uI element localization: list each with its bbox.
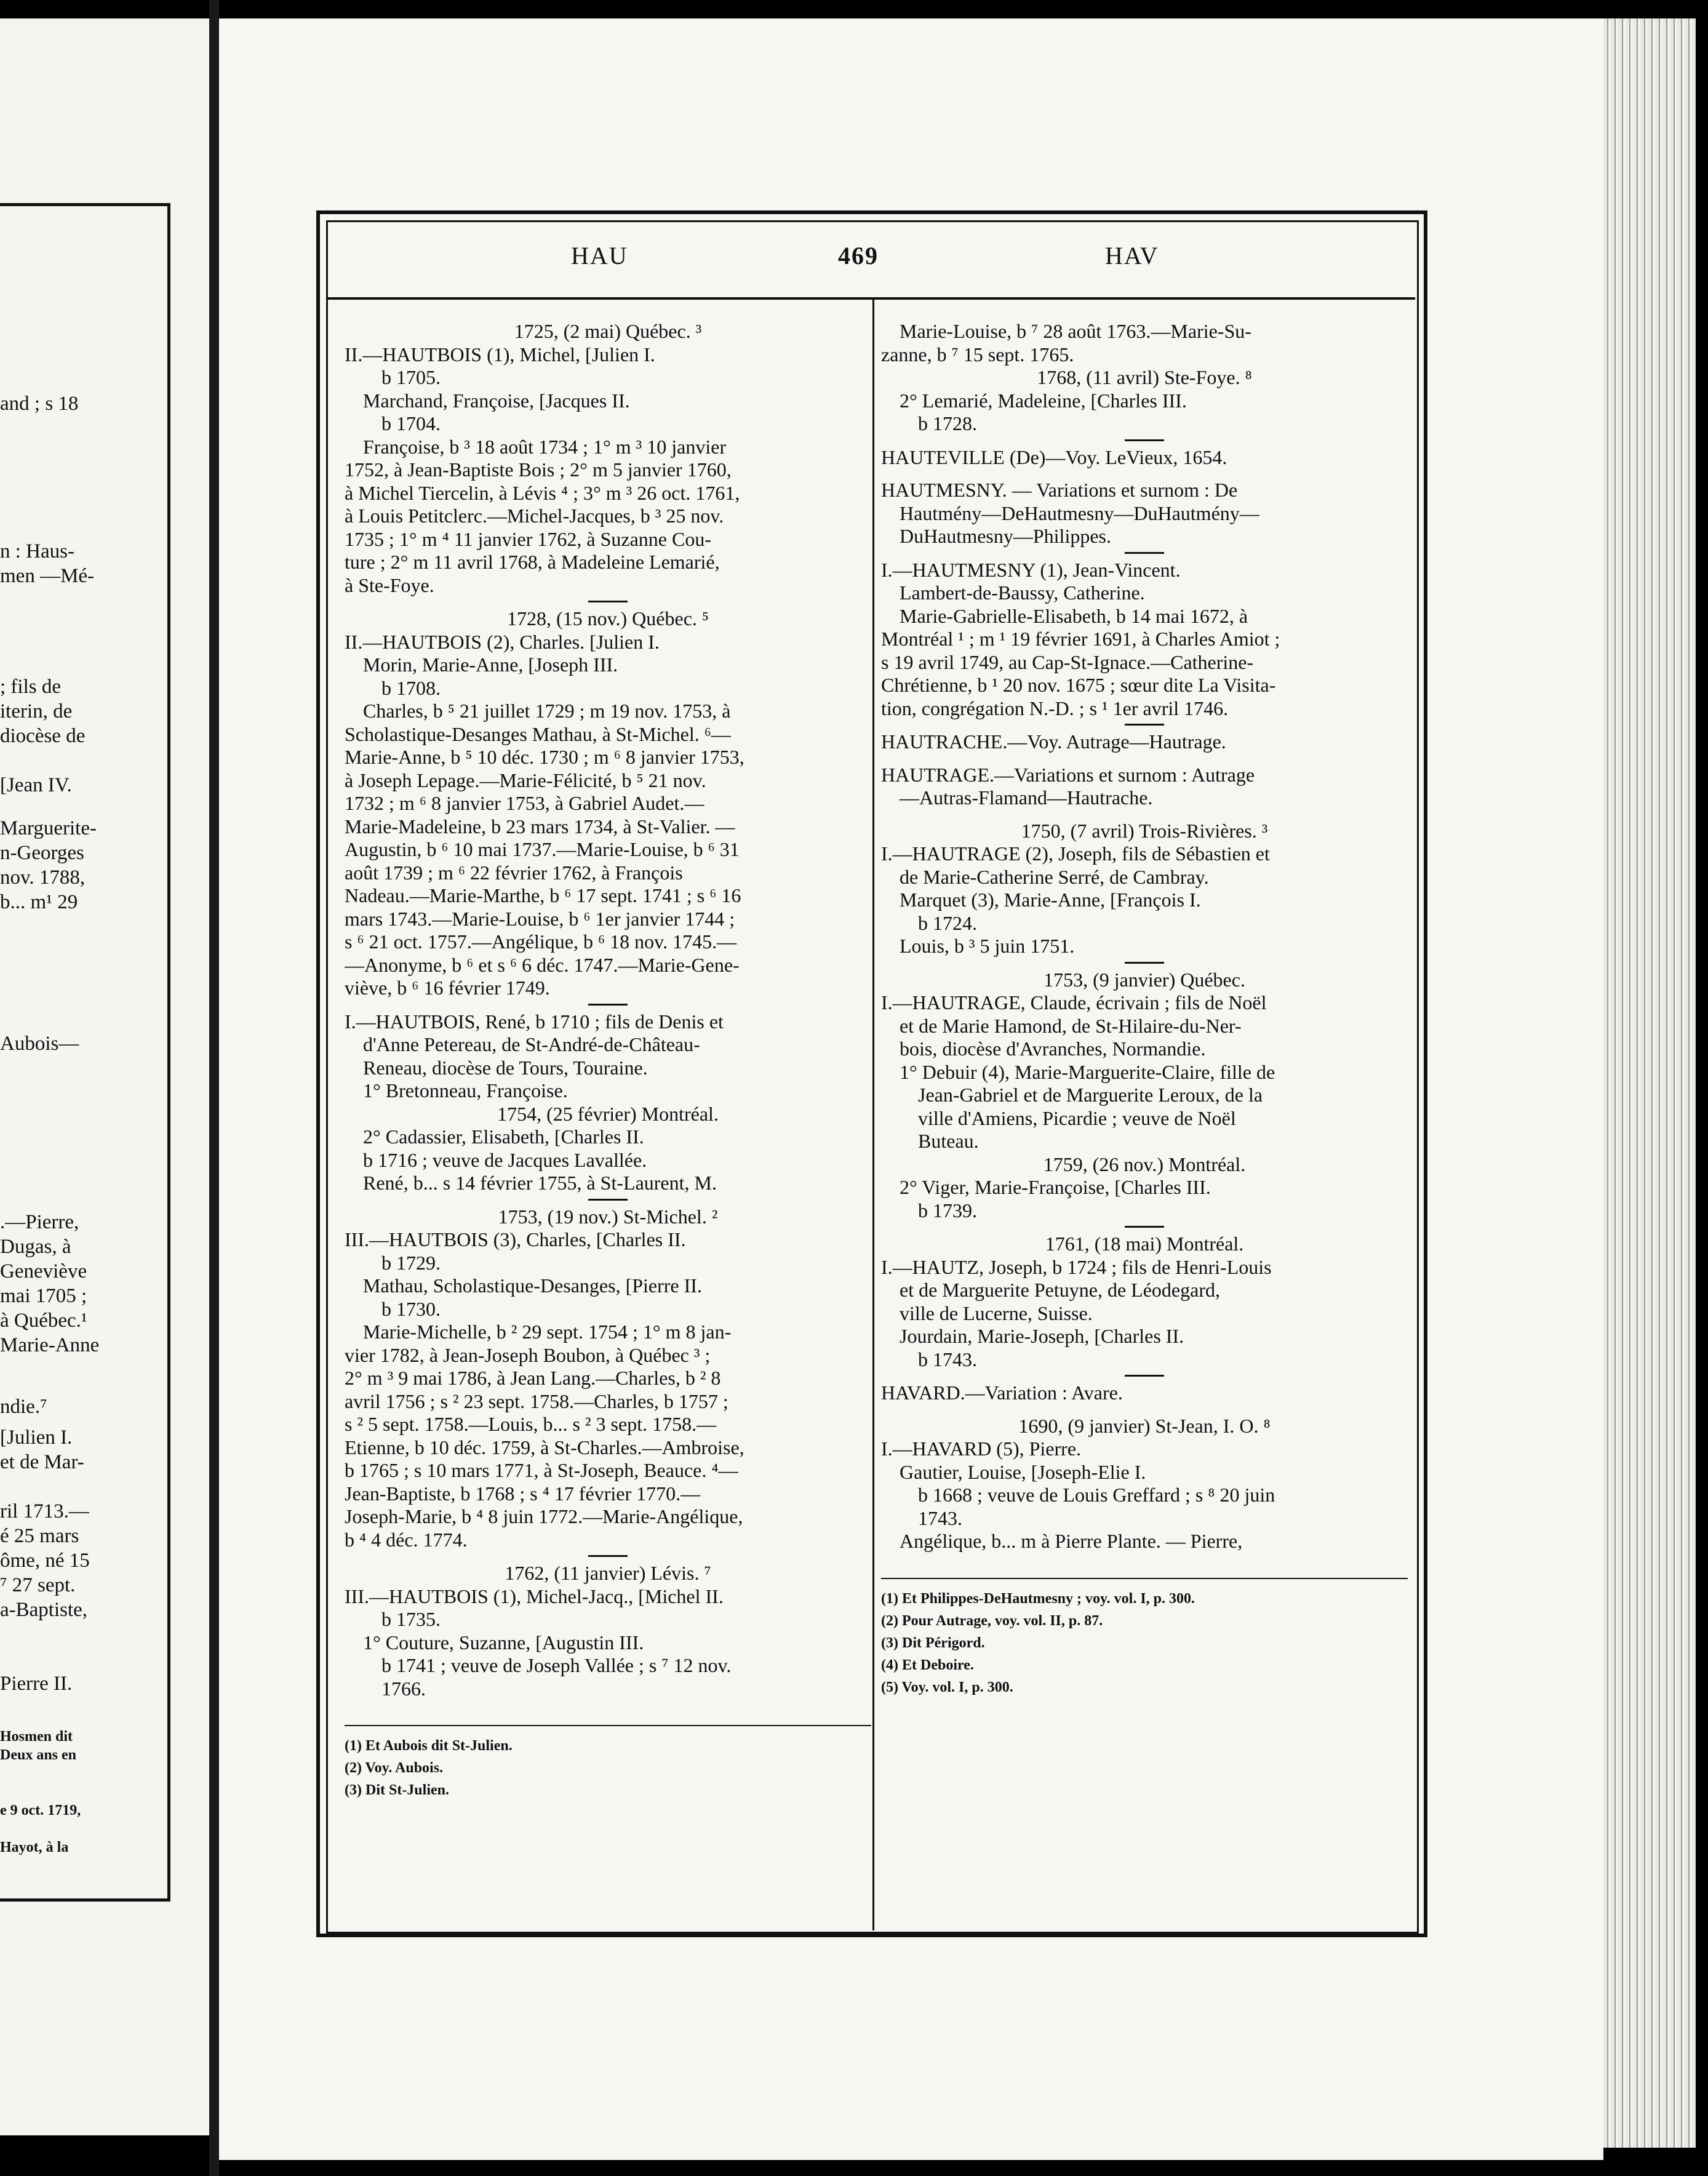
entry-line: à Louis Petitclerc.—Michel-Jacques, b ³ 25 nov. bbox=[345, 505, 724, 527]
adjacent-page-line: et de Mar- bbox=[0, 1451, 84, 1473]
entry-line: Scholastique-Desanges Mathau, à St-Michel. ⁶— bbox=[345, 722, 731, 745]
adjacent-page-line: iterin, de bbox=[0, 700, 73, 722]
adjacent-page-line: [Jean IV. bbox=[0, 774, 72, 796]
entry-separator bbox=[588, 1199, 628, 1201]
entry-line: III.—HAUTBOIS (1), Michel-Jacq., [Michel II. bbox=[345, 1585, 724, 1607]
entry-line: Chrétienne, b ¹ 20 nov. 1675 ; sœur dite La Visita- bbox=[881, 674, 1276, 696]
entry-line: Mathau, Scholastique-Desanges, [Pierre II. bbox=[363, 1274, 702, 1297]
entry-line: Nadeau.—Marie-Marthe, b ⁶ 17 sept. 1741 ; s ⁶ 16 bbox=[345, 884, 741, 906]
entry-separator bbox=[1125, 439, 1164, 441]
entry-line: 1° Bretonneau, Françoise. bbox=[363, 1079, 568, 1102]
adjacent-page-line: Geneviève bbox=[0, 1260, 87, 1282]
entry-line: bois, diocèse d'Avranches, Normandie. bbox=[900, 1038, 1206, 1060]
right-footnotes bbox=[881, 1588, 1408, 1698]
entry-line: Gautier, Louise, [Joseph-Elie I. bbox=[900, 1460, 1146, 1483]
adjacent-page-line: ril 1713.— bbox=[0, 1500, 89, 1522]
adjacent-page-line: Hayot, à la bbox=[0, 1839, 69, 1855]
entry-line: b 1668 ; veuve de Louis Greffard ; s ⁸ 20 juin bbox=[918, 1484, 1275, 1506]
footnote-rule bbox=[881, 1578, 1408, 1579]
entry-line: Marchand, Françoise, [Jacques II. bbox=[363, 389, 630, 412]
entry-line: —Autras-Flamand—Hautrache. bbox=[900, 786, 1153, 809]
entry-line: b 1743. bbox=[918, 1348, 977, 1370]
adjacent-page-line: à Québec.¹ bbox=[0, 1310, 87, 1332]
footnote: (2) Voy. Aubois. bbox=[345, 1760, 444, 1776]
entry-line: —Anonyme, b ⁶ et s ⁶ 6 déc. 1747.—Marie-Gene- bbox=[345, 953, 740, 976]
entry-line: Louis, b ³ 5 juin 1751. bbox=[900, 935, 1075, 957]
adjacent-page-line: Hosmen dit bbox=[0, 1729, 73, 1745]
entry-line: 2° Lemarié, Madeleine, [Charles III. bbox=[900, 389, 1187, 412]
adjacent-page-line: Aubois— bbox=[0, 1033, 79, 1055]
entry-line: s ² 5 sept. 1758.—Louis, b... s ² 3 sept. 1758.— bbox=[345, 1413, 717, 1435]
adjacent-page-line: .—Pierre, bbox=[0, 1211, 79, 1233]
entry-line: II.—HAUTBOIS (1), Michel, [Julien I. bbox=[345, 343, 655, 366]
footnote: (5) Voy. vol. I, p. 300. bbox=[881, 1679, 1013, 1695]
footnote: (1) Et Aubois dit St-Julien. bbox=[345, 1738, 513, 1754]
entry-line: à Michel Tiercelin, à Lévis ⁴ ; 3° m ³ 26 oct. 1761, bbox=[345, 481, 740, 504]
entry-line: et de Marguerite Petuyne, de Léodegard, bbox=[900, 1279, 1220, 1301]
left-footnotes bbox=[345, 1735, 871, 1801]
adjacent-page-line: Marie-Anne bbox=[0, 1334, 100, 1356]
page-edges bbox=[1603, 18, 1696, 2148]
entry-line: Françoise, b ³ 18 août 1734 ; 1° m ³ 10 janvier bbox=[363, 435, 727, 458]
entry-line: 1732 ; m ⁶ 8 janvier 1753, à Gabriel Audet.— bbox=[345, 792, 704, 814]
adjacent-page-line: a-Baptiste, bbox=[0, 1599, 88, 1621]
entry-line: Charles, b ⁵ 21 juillet 1729 ; m 19 nov. 1753, à bbox=[363, 700, 731, 722]
entry-line: HAUTRAGE.—Variations et surnom : Autrage bbox=[881, 763, 1255, 786]
entry-line: b 1728. bbox=[918, 412, 977, 434]
entry-line: b 1708. bbox=[381, 676, 441, 699]
entry-line: René, b... s 14 février 1755, à St-Laurent, M. bbox=[363, 1172, 717, 1194]
entry-line: Augustin, b ⁶ 10 mai 1737.—Marie-Louise, b ⁶ 31 bbox=[345, 838, 740, 860]
adjacent-page-line: and ; s 18 bbox=[0, 393, 79, 415]
entry-line: Marie-Madeleine, b 23 mars 1734, à St-Valier. — bbox=[345, 815, 735, 838]
entry-line: 1° Couture, Suzanne, [Augustin III. bbox=[363, 1631, 644, 1654]
adjacent-page-line: nov. 1788, bbox=[0, 866, 86, 889]
adjacent-page-line: ndie.⁷ bbox=[0, 1396, 47, 1418]
left-column bbox=[345, 320, 871, 1801]
entry-line: Marie-Gabrielle-Elisabeth, b 14 mai 1672, à bbox=[900, 604, 1248, 627]
marriage-heading: 1728, (15 nov.) Québec. ⁵ bbox=[506, 607, 709, 630]
entry-line: b 1741 ; veuve de Joseph Vallée ; s ⁷ 12 nov. bbox=[381, 1654, 732, 1676]
entry-line: mars 1743.—Marie-Louise, b ⁶ 1er janvier 1744 ; bbox=[345, 907, 735, 930]
entry-line: HAVARD.—Variation : Avare. bbox=[881, 1382, 1123, 1404]
entry-line: à Joseph Lepage.—Marie-Félicité, b ⁵ 21 nov. bbox=[345, 769, 706, 791]
adjacent-page-line: Marguerite- bbox=[0, 817, 97, 839]
entry-line: 1766. bbox=[381, 1677, 426, 1700]
entry-line: d'Anne Petereau, de St-André-de-Château- bbox=[363, 1033, 700, 1055]
entry-line: vier 1782, à Jean-Joseph Boubon, à Québec ³ ; bbox=[345, 1343, 711, 1366]
entry-line: 1735 ; 1° m ⁴ 11 janvier 1762, à Suzanne Cou- bbox=[345, 527, 711, 550]
marriage-heading: 1725, (2 mai) Québec. ³ bbox=[514, 320, 702, 342]
marriage-heading: 1761, (18 mai) Montréal. bbox=[1045, 1233, 1244, 1255]
entry-line: Joseph-Marie, b ⁴ 8 juin 1772.—Marie-Angélique, bbox=[345, 1505, 743, 1527]
entry-line: 2° Viger, Marie-Françoise, [Charles III. bbox=[900, 1176, 1211, 1198]
entry-line: HAUTEVILLE (De)—Voy. LeVieux, 1654. bbox=[881, 446, 1227, 468]
entry-line: I.—HAUTRAGE, Claude, écrivain ; fils de Noël bbox=[881, 991, 1267, 1014]
marriage-heading: 1753, (9 janvier) Québec. bbox=[1044, 968, 1245, 991]
entry-line: b 1704. bbox=[381, 412, 441, 434]
entry-line: avril 1756 ; s ² 23 sept. 1758.—Charles, b 1757 ; bbox=[345, 1390, 728, 1412]
adjacent-page-line: b... m¹ 29 bbox=[0, 891, 78, 913]
entry-line: b 1716 ; veuve de Jacques Lavallée. bbox=[363, 1148, 647, 1171]
entry-line: viève, b ⁶ 16 février 1749. bbox=[345, 977, 550, 999]
entry-line: août 1739 ; m ⁶ 22 février 1762, à François bbox=[345, 861, 683, 884]
entry-line: I.—HAUTMESNY (1), Jean-Vincent. bbox=[881, 558, 1181, 581]
entry-line: Reneau, diocèse de Tours, Touraine. bbox=[363, 1056, 648, 1079]
entry-separator bbox=[1125, 552, 1164, 554]
entry-line: Jean-Baptiste, b 1768 ; s ⁴ 17 février 1770.— bbox=[345, 1482, 701, 1505]
adjacent-page-line: ; fils de bbox=[0, 676, 61, 698]
header-rule bbox=[328, 297, 1415, 300]
entry-line: HAUTMESNY. — Variations et surnom : De bbox=[881, 479, 1238, 501]
marriage-heading: 1750, (7 avril) Trois-Rivières. ³ bbox=[1021, 819, 1268, 842]
entry-line: et de Marie Hamond, de St-Hilaire-du-Ner- bbox=[900, 1014, 1242, 1037]
footnote: (3) Dit Périgord. bbox=[881, 1634, 985, 1651]
entry-line: Jourdain, Marie-Joseph, [Charles II. bbox=[900, 1325, 1184, 1347]
column-divider bbox=[872, 300, 874, 1930]
marriage-heading: 1759, (26 nov.) Montréal. bbox=[1043, 1153, 1246, 1175]
entry-line: s ⁶ 21 oct. 1757.—Angélique, b ⁶ 18 nov. 1745.— bbox=[345, 930, 737, 953]
entry-gap bbox=[881, 810, 1408, 820]
footnote-rule bbox=[345, 1725, 871, 1726]
entry-line: zanne, b ⁷ 15 sept. 1765. bbox=[881, 343, 1074, 366]
entry-line: Angélique, b... m à Pierre Plante. — Pierre, bbox=[900, 1530, 1243, 1552]
adjacent-page-line: mai 1705 ; bbox=[0, 1285, 87, 1307]
footnote: (2) Pour Autrage, voy. vol. II, p. 87. bbox=[881, 1612, 1103, 1629]
entry-line: b 1765 ; s 10 mars 1771, à St-Joseph, Beauce. ⁴— bbox=[345, 1459, 738, 1481]
right-column-entries bbox=[881, 320, 1408, 1553]
marriage-heading: 1762, (11 janvier) Lévis. ⁷ bbox=[505, 1562, 711, 1584]
entry-line: b ⁴ 4 déc. 1774. bbox=[345, 1528, 468, 1551]
entry-line: b 1729. bbox=[381, 1251, 441, 1274]
running-head-left: HAU bbox=[571, 242, 628, 270]
adjacent-page-line: [Julien I. bbox=[0, 1426, 73, 1449]
entry-line: Etienne, b 10 déc. 1759, à St-Charles.—Ambroise, bbox=[345, 1436, 744, 1458]
entry-line: HAUTRACHE.—Voy. Autrage—Hautrage. bbox=[881, 730, 1226, 753]
adjacent-page-line: e 9 oct. 1719, bbox=[0, 1802, 81, 1818]
entry-gap bbox=[881, 1405, 1408, 1415]
adjacent-page-line: diocèse de bbox=[0, 725, 86, 747]
entry-line: Montréal ¹ ; m ¹ 19 février 1691, à Charles Amiot ; bbox=[881, 628, 1280, 650]
entry-separator bbox=[1125, 1375, 1164, 1377]
entry-gap bbox=[881, 469, 1408, 479]
entry-line: DuHautmesny—Philippes. bbox=[900, 525, 1111, 547]
entry-line: ville de Lucerne, Suisse. bbox=[900, 1302, 1093, 1324]
page-number: 469 bbox=[838, 242, 879, 270]
left-column-entries bbox=[345, 320, 871, 1700]
entry-line: b 1739. bbox=[918, 1199, 977, 1222]
entry-line: I.—HAUTZ, Joseph, b 1724 ; fils de Henri-Louis bbox=[881, 1255, 1272, 1278]
entry-line: Marie-Louise, b ⁷ 28 août 1763.—Marie-Su- bbox=[900, 320, 1251, 342]
adjacent-page-line: ⁷ 27 sept. bbox=[0, 1574, 76, 1596]
entry-line: de Marie-Catherine Serré, de Cambray. bbox=[900, 865, 1209, 888]
adjacent-page-line: n : Haus- bbox=[0, 540, 74, 562]
adjacent-page-line: Dugas, à bbox=[0, 1236, 71, 1258]
footnote: (4) Et Deboire. bbox=[881, 1657, 974, 1673]
entry-line: 1752, à Jean-Baptiste Bois ; 2° m 5 janvier 1760, bbox=[345, 458, 732, 481]
footnote: (3) Dit St-Julien. bbox=[345, 1782, 449, 1798]
entry-line: s 19 avril 1749, au Cap-St-Ignace.—Catherine- bbox=[881, 650, 1254, 673]
entry-separator bbox=[1125, 1226, 1164, 1228]
entry-line: 2° m ³ 9 mai 1786, à Jean Lang.—Charles, b ² 8 bbox=[345, 1367, 721, 1389]
entry-line: b 1735. bbox=[381, 1608, 441, 1630]
entry-separator bbox=[588, 1555, 628, 1557]
entry-line: I.—HAUTBOIS, René, b 1710 ; fils de Denis et bbox=[345, 1010, 724, 1033]
entry-line: Marquet (3), Marie-Anne, [François I. bbox=[900, 889, 1201, 911]
entry-line: 2° Cadassier, Elisabeth, [Charles II. bbox=[363, 1126, 644, 1148]
adjacent-page-line: Pierre II. bbox=[0, 1673, 73, 1695]
entry-line: Jean-Gabriel et de Marguerite Leroux, de la bbox=[918, 1084, 1263, 1106]
entry-separator bbox=[588, 1004, 628, 1006]
entry-line: I.—HAVARD (5), Pierre. bbox=[881, 1438, 1082, 1460]
entry-line: b 1730. bbox=[381, 1297, 441, 1320]
entry-line: III.—HAUTBOIS (3), Charles, [Charles II. bbox=[345, 1228, 686, 1250]
entry-gap bbox=[881, 754, 1408, 764]
book-gutter bbox=[209, 0, 219, 2176]
marriage-heading: 1754, (25 février) Montréal. bbox=[497, 1102, 719, 1125]
entry-line: 1743. bbox=[918, 1506, 962, 1529]
running-head-right: HAV bbox=[1105, 242, 1159, 270]
entry-line: Hautmény—DeHautmesny—DuHautmény— bbox=[900, 502, 1259, 524]
entry-line: ville d'Amiens, Picardie ; veuve de Noël bbox=[918, 1106, 1236, 1129]
entry-separator bbox=[1125, 724, 1164, 726]
entry-line: Morin, Marie-Anne, [Joseph III. bbox=[363, 654, 618, 676]
entry-line: tion, congrégation N.-D. ; s ¹ 1er avril 1746. bbox=[881, 697, 1229, 719]
entry-line: I.—HAUTRAGE (2), Joseph, fils de Sébastien et bbox=[881, 842, 1270, 865]
entry-line: II.—HAUTBOIS (2), Charles. [Julien I. bbox=[345, 630, 660, 653]
entry-line: Marie-Michelle, b ² 29 sept. 1754 ; 1° m 8 jan- bbox=[363, 1321, 732, 1343]
adjacent-page-line: é 25 mars bbox=[0, 1525, 79, 1547]
adjacent-page-line: n-Georges bbox=[0, 842, 84, 864]
entry-separator bbox=[588, 601, 628, 602]
entry-line: Buteau. bbox=[918, 1130, 979, 1152]
entry-line: 1° Debuir (4), Marie-Marguerite-Claire, fille de bbox=[900, 1060, 1275, 1083]
right-column bbox=[881, 320, 1408, 1698]
marriage-heading: 1768, (11 avril) Ste-Foye. ⁸ bbox=[1037, 366, 1252, 388]
footnote: (1) Et Philippes-DeHautmesny ; voy. vol. I, p. 300. bbox=[881, 1590, 1195, 1607]
adjacent-page-line: men —Mé- bbox=[0, 565, 95, 587]
entry-separator bbox=[1125, 962, 1164, 964]
entry-line: b 1724. bbox=[918, 911, 977, 934]
entry-line: b 1705. bbox=[381, 366, 441, 388]
entry-line: ture ; 2° m 11 avril 1768, à Madeleine Lemarié, bbox=[345, 551, 720, 573]
adjacent-page-line: ôme, né 15 bbox=[0, 1550, 90, 1572]
marriage-heading: 1690, (9 janvier) St-Jean, I. O. ⁸ bbox=[1018, 1414, 1271, 1437]
adjacent-page-line: Deux ans en bbox=[0, 1747, 77, 1763]
entry-line: Marie-Anne, b ⁵ 10 déc. 1730 ; m ⁶ 8 janvier 1753, bbox=[345, 746, 744, 768]
entry-line: à Ste-Foye. bbox=[345, 574, 434, 596]
entry-line: Lambert-de-Baussy, Catherine. bbox=[900, 582, 1145, 604]
marriage-heading: 1753, (19 nov.) St-Michel. ² bbox=[498, 1205, 718, 1228]
adjacent-page-fragment bbox=[0, 18, 209, 2135]
